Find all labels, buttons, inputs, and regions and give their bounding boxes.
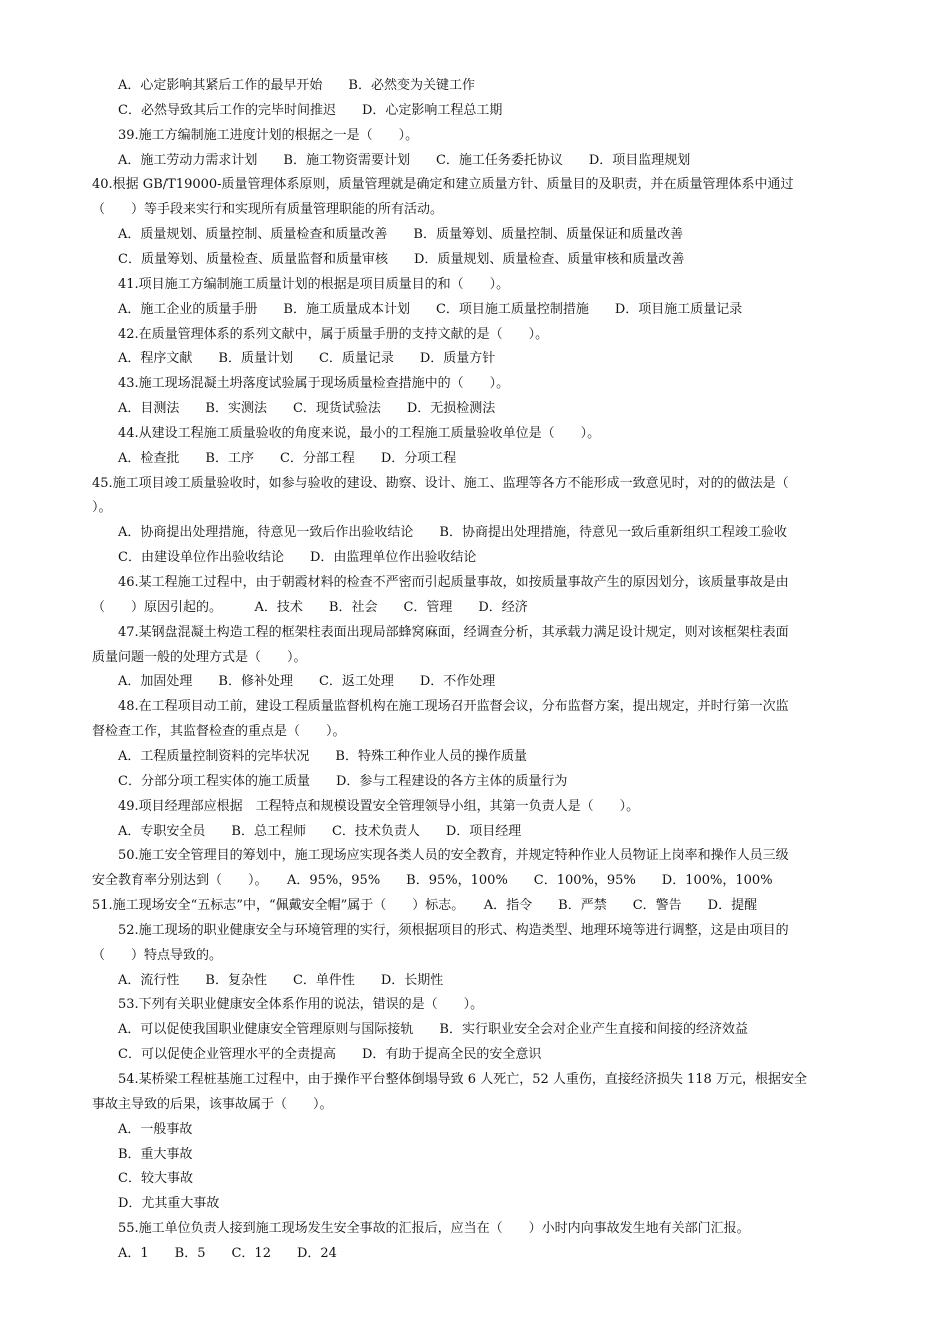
text-line: A．质量规划、质量控制、质量检查和质量改善 B．质量筹划、质量控制、质量保证和质量改善 bbox=[118, 227, 683, 243]
text-line: A．工程质量控制资料的完毕状况 B．特殊工种作业人员的操作质量 bbox=[118, 748, 527, 764]
text-line: 督检查工作，其监督检查的重点是（ ）。 bbox=[92, 724, 346, 740]
text-line: 45.施工项目竣工质量验收时，如参与验收的建设、勘察、设计、施工、监理等各方不能形成一致意见时，对的的做法是（ bbox=[92, 475, 789, 491]
text-line: A．一般事故 bbox=[118, 1121, 193, 1137]
text-line: 46.某工程施工过程中，由于朝霞材料的检查不严密而引起质量事故，如按质量事故产生的原因划分，该质量事故是由 bbox=[118, 575, 789, 590]
text-line: 51.施工现场安全“五标志”中，“佩戴安全帽”属于（ ）标志。 A．指令 B．严禁 C．警告 D．提醒 bbox=[92, 898, 758, 914]
text-line: 52.施工现场的职业健康安全与环境管理的实行，须根据项目的形式、构造类型、地理环境等进行调整，这是由项目的 bbox=[118, 922, 789, 938]
text-line: A．1 B．5 C．12 D．24 bbox=[118, 1245, 337, 1261]
text-line: 40.根据 GB/T19000-质量管理体系原则，质量管理就是确定和建立质量方针、质量目的及职责，并在质量管理体系中通过 bbox=[92, 177, 794, 193]
text-line: C．较大事故 bbox=[118, 1171, 193, 1187]
text-line: C．由建设单位作出验收结论 D．由监理单位作出验收结论 bbox=[118, 550, 477, 566]
text-line: A．协商提出处理措施，待意见一致后作出验收结论 B．协商提出处理措施，待意见一致后重新组织工程竣工验收 bbox=[118, 525, 787, 541]
text-line: 44.从建设工程施工质量验收的角度来说，最小的工程施工质量验收单位是（ ）。 bbox=[118, 425, 601, 441]
text-line: A．流行性 B．复杂性 C．单件性 D．长期性 bbox=[118, 972, 444, 988]
text-line: 53.下列有关职业健康安全体系作用的说法，错误的是（ ）。 bbox=[118, 997, 484, 1013]
text-line: 41.项目施工方编制施工质量计划的根据是项目质量目的和（ ）。 bbox=[118, 276, 510, 292]
text-line: 47.某钢盘混凝土构造工程的框架柱表面出现局部蜂窝麻面，经调查分析，其承载力满足设计规定，则对该框架柱表面 bbox=[118, 624, 789, 640]
text-line: （ ）特点导致的。 bbox=[92, 947, 223, 963]
text-line: 43.施工现场混凝土坍落度试验属于现场质量检查措施中的（ ）。 bbox=[118, 376, 510, 392]
text-line: C．可以促使企业管理水平的全责提高 D．有助于提高全民的安全意识 bbox=[118, 1047, 542, 1063]
text-line: 质量问题一般的处理方式是（ ）。 bbox=[92, 649, 307, 665]
text-line: 54.某桥梁工程桩基施工过程中，由于操作平台整体倒塌导致 6 人死亡，52 人重伤，直接经济损失 118 万元，根据安全 bbox=[118, 1072, 807, 1087]
text-line: 48.在工程项目动工前，建设工程质量监督机构在施工现场召开监督会议，分布监督方案，提出规定，并时行第一次监 bbox=[118, 699, 789, 715]
text-line: A．心定影响其紧后工作的最早开始 B．必然变为关键工作 bbox=[118, 78, 475, 93]
text-line: 42.在质量管理体系的系列文献中，属于质量手册的支持文献的是（ ）。 bbox=[118, 326, 549, 342]
text-line: A．加固处理 B．修补处理 C．返工处理 D．不作处理 bbox=[118, 674, 496, 690]
text-line: 安全教育率分别达到（ ）。 A．95%，95% B．95%，100% C．100%，95% D．100%，100% bbox=[92, 873, 773, 889]
text-line: C．质量筹划、质量检查、质量监督和质量审核 D．质量规划、质量检查、质量审核和质量改善 bbox=[118, 251, 685, 267]
text-line: 49.项目经理部应根据 工程特点和规模设置安全管理领导小组，其第一负责人是（ ）。 bbox=[118, 798, 640, 814]
text-line: A．可以促使我国职业健康安全管理原则与国际接轨 B．实行职业安全会对企业产生直接和间接的经济效益 bbox=[118, 1022, 748, 1038]
text-line: B．重大事故 bbox=[118, 1146, 193, 1162]
text-line: A．程序文献 B．质量计划 C．质量记录 D．质量方针 bbox=[118, 351, 496, 367]
text-line: 事故主导致的后果，该事故属于（ ）。 bbox=[92, 1096, 333, 1112]
text-line: A．施工劳动力需求计划 B．施工物资需要计划 C．施工任务委托协议 D．项目监理规划 bbox=[118, 152, 691, 168]
text-line: A．施工企业的质量手册 B．施工质量成本计划 C．项目施工质量控制措施 D．项目施工质量记录 bbox=[118, 301, 743, 317]
text-line: A．目测法 B．实测法 C．现货试验法 D．无损检测法 bbox=[118, 401, 496, 417]
text-line: D．尤其重大事故 bbox=[118, 1196, 220, 1212]
text-line: 50.施工安全管理目的筹划中，施工现场应实现各类人员的安全教育，并规定特种作业人员物证上岗率和操作人员三级 bbox=[118, 848, 789, 864]
text-line: （ ）等手段来实行和实现所有质量管理职能的所有活动。 bbox=[92, 202, 444, 218]
text-line: 39.施工方编制施工进度计划的根据之一是（ ）。 bbox=[118, 127, 419, 143]
text-line: C．必然导致其后工作的完毕时间推迟 D．心定影响工程总工期 bbox=[118, 102, 503, 118]
text-line: A．检查批 B．工序 C．分部工程 D．分项工程 bbox=[118, 450, 457, 466]
text-line: A．专职安全员 B．总工程师 C．技术负责人 D．项目经理 bbox=[118, 823, 522, 839]
text-line: C．分部分项工程实体的施工质量 D．参与工程建设的各方主体的质量行为 bbox=[118, 773, 568, 789]
text-line: （ ）原因引起的。 A．技术 B．社会 C．管理 D．经济 bbox=[92, 599, 528, 615]
text-line: 55.施工单位负责人接到施工现场发生安全事故的汇报后，应当在（ ）小时内向事故发生地有关部门汇报。 bbox=[118, 1221, 750, 1237]
text-line: ）。 bbox=[92, 500, 112, 516]
